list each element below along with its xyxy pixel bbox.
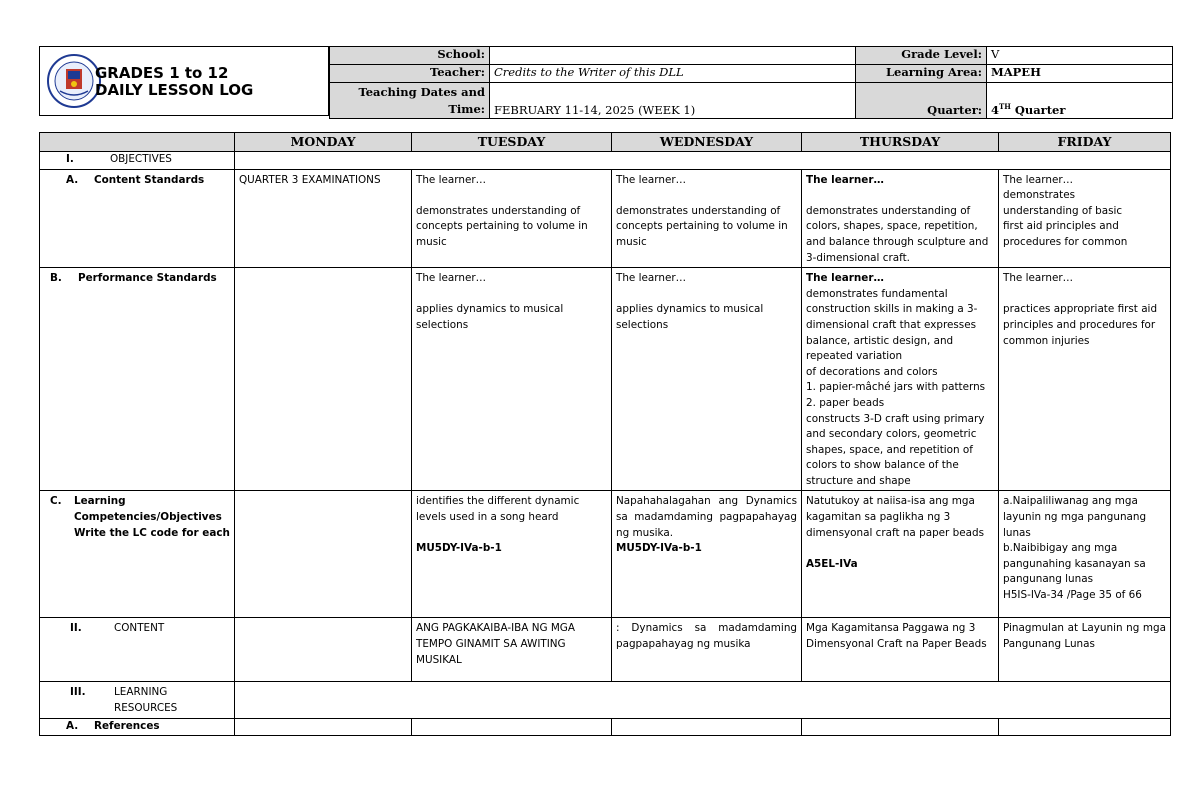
references-label bbox=[40, 718, 235, 736]
content-standards-label bbox=[40, 169, 235, 268]
quarter-suffix: TH bbox=[999, 102, 1011, 112]
days-header-blank bbox=[40, 133, 235, 152]
learning-competencies-friday bbox=[999, 491, 1171, 618]
quarter-label: Quarter: bbox=[856, 83, 987, 119]
cs-friday-line4: first aid principles and bbox=[1003, 220, 1119, 233]
content-standards-monday: QUARTER 3 EXAMINATIONS bbox=[235, 169, 412, 268]
ps-friday-line2: practices appropriate first aid principles and procedures for common injuries bbox=[1003, 303, 1158, 347]
lesson-log-table bbox=[39, 132, 1171, 736]
lr-label-line1: LEARNING bbox=[114, 686, 168, 699]
day-thursday: THURSDAY bbox=[802, 133, 999, 152]
content-number: II. bbox=[70, 622, 82, 635]
lc-wednesday-code: MU5DY-IVa-b-1 bbox=[616, 542, 702, 555]
content-standards-number: A. bbox=[66, 173, 79, 186]
content-standards-row bbox=[40, 169, 1171, 268]
content-row bbox=[40, 618, 1171, 682]
school-label: School: bbox=[330, 47, 490, 65]
learning-area-value: MAPEH bbox=[987, 65, 1173, 83]
ps-thursday-line4: 1. papier-mâché jars with patterns bbox=[806, 381, 986, 394]
lc-tuesday-code: MU5DY-IVa-b-1 bbox=[416, 542, 502, 555]
content-thursday: Mga Kagamitansa Paggawa ng 3 Dimensyonal Craft na Paper Beads bbox=[802, 618, 999, 682]
objectives-number: I. bbox=[66, 153, 74, 165]
ps-wednesday-line2: applies dynamics to musical selections bbox=[616, 303, 764, 331]
grade-level-value: V bbox=[987, 47, 1173, 65]
lc-label-line3: Write the LC code for each bbox=[74, 526, 230, 539]
content-wednesday: : Dynamics sa madamdaming pagpapahayag ng musika bbox=[612, 618, 802, 682]
ps-thursday-line5: 2. paper beads bbox=[806, 396, 885, 409]
lr-label-line2: RESOURCES bbox=[114, 702, 178, 715]
content-standards-tuesday bbox=[412, 169, 612, 268]
objectives-label bbox=[40, 152, 235, 170]
content-monday bbox=[235, 618, 412, 682]
references-friday bbox=[999, 718, 1171, 736]
lc-label-line2: Competencies/Objectives bbox=[74, 511, 222, 524]
ps-tuesday-line2: applies dynamics to musical selections bbox=[416, 303, 564, 331]
content-standards-text: Content Standards bbox=[94, 173, 205, 186]
learning-resources-row bbox=[40, 682, 1171, 718]
references-monday bbox=[235, 718, 412, 736]
references-wednesday bbox=[612, 718, 802, 736]
ps-friday-line1: The learner… bbox=[1003, 272, 1074, 285]
content-standards-wednesday bbox=[612, 169, 802, 268]
cs-thursday-line1: The learner… bbox=[806, 173, 884, 186]
objectives-text: OBJECTIVES bbox=[110, 153, 172, 165]
form-title-line2: DAILY LESSON LOG bbox=[95, 81, 254, 99]
performance-standards-tuesday bbox=[412, 268, 612, 491]
quarter-word: Quarter bbox=[1010, 103, 1066, 117]
day-monday: MONDAY bbox=[235, 133, 412, 152]
learning-competencies-tuesday bbox=[412, 491, 612, 618]
performance-standards-friday bbox=[999, 268, 1171, 491]
learning-resources-number: III. bbox=[70, 686, 86, 699]
learning-resources-label bbox=[40, 682, 235, 718]
teaching-dates-label-line2: Time: bbox=[448, 102, 485, 116]
ps-thursday-line2: demonstrates fundamental construction skills in making a 3-dimensional craft that expresses balance, artistic design, and repeated variation bbox=[806, 287, 978, 363]
objectives-content bbox=[235, 152, 1171, 170]
ps-thursday-line6: constructs 3-D craft using primary and secondary colors, geometric shapes, space, and repetition of colors to show balance of the structure and shape bbox=[806, 412, 985, 487]
learning-area-label: Learning Area: bbox=[856, 65, 987, 83]
learning-competencies-wednesday bbox=[612, 491, 802, 618]
lc-friday-line1: a.Naipaliliwanag ang mga layunin ng mga pangunang lunas bbox=[1003, 495, 1147, 539]
quarter-number: 4 bbox=[991, 103, 1000, 117]
cs-friday-line1: The learner… bbox=[1003, 173, 1074, 186]
performance-standards-thursday bbox=[802, 268, 999, 491]
form-title-line1: GRADES 1 to 12 bbox=[95, 64, 229, 82]
header-info-table bbox=[329, 46, 1173, 119]
teaching-dates-label-line1: Teaching Dates and bbox=[358, 85, 485, 99]
content-friday: Pinagmulan at Layunin ng mga Pangunang Lunas bbox=[999, 618, 1171, 682]
content-tuesday: ANG PAGKAKAIBA-IBA NG MGA TEMPO GINAMIT SA AWITING MUSIKAL bbox=[412, 618, 612, 682]
cs-wednesday-line1: The learner… bbox=[616, 173, 687, 186]
cs-tuesday-line1: The learner… bbox=[416, 173, 487, 186]
lc-label-line1: Learning bbox=[74, 495, 126, 508]
lc-tuesday-text: identifies the different dynamic levels used in a song heard bbox=[416, 495, 580, 524]
cs-friday-line3: understanding of basic bbox=[1003, 204, 1123, 217]
school-value bbox=[490, 47, 856, 65]
days-header-row bbox=[40, 133, 1171, 152]
teaching-dates-value: FEBRUARY 11-14, 2025 (WEEK 1) bbox=[490, 83, 856, 119]
ps-thursday-line3: of decorations and colors bbox=[806, 365, 938, 378]
cs-thursday-line2: demonstrates understanding of colors, shapes, space, repetition, and balance through sculpture and 3-dimensional craft. bbox=[806, 204, 989, 264]
references-row bbox=[40, 718, 1171, 736]
performance-standards-monday bbox=[235, 268, 412, 491]
learning-competencies-monday bbox=[235, 491, 412, 618]
lc-friday-line3: H5IS-IVa-34 /Page 35 of 66 bbox=[1003, 589, 1142, 602]
grade-level-label: Grade Level: bbox=[856, 47, 987, 65]
teacher-value: Credits to the Writer of this DLL bbox=[490, 65, 856, 83]
learning-competencies-label bbox=[40, 491, 235, 618]
performance-standards-row bbox=[40, 268, 1171, 491]
content-text: CONTENT bbox=[114, 622, 165, 635]
learning-resources-content bbox=[235, 682, 1171, 718]
learning-competencies-thursday bbox=[802, 491, 999, 618]
header-title-box bbox=[39, 46, 329, 116]
content-standards-friday bbox=[999, 169, 1171, 268]
performance-standards-number: B. bbox=[50, 272, 62, 285]
cs-tuesday-line2: demonstrates understanding of concepts pertaining to volume in music bbox=[416, 204, 588, 248]
ps-wednesday-line1: The learner… bbox=[616, 272, 687, 285]
lc-wednesday-text: Napahahalagahan ang Dynamics sa madamdaming pagpapahayag ng musika. bbox=[616, 495, 797, 539]
ps-thursday-line1: The learner… bbox=[806, 272, 884, 285]
deped-seal-icon bbox=[46, 53, 102, 109]
cs-friday-line5: procedures for common bbox=[1003, 235, 1128, 248]
performance-standards-wednesday bbox=[612, 268, 802, 491]
cs-wednesday-line2: demonstrates understanding of concepts pertaining to volume in music bbox=[616, 204, 788, 248]
references-text: References bbox=[94, 719, 160, 732]
content-label bbox=[40, 618, 235, 682]
ps-tuesday-line1: The learner… bbox=[416, 272, 487, 285]
objectives-row bbox=[40, 152, 1171, 170]
content-standards-thursday bbox=[802, 169, 999, 268]
lc-friday-line2: b.Naibibigay ang mga pangunahing kasanayan sa pangunang lunas bbox=[1003, 542, 1146, 586]
references-number: A. bbox=[66, 719, 79, 732]
references-tuesday bbox=[412, 718, 612, 736]
references-thursday bbox=[802, 718, 999, 736]
lc-thursday-text: Natutukoy at naiisa-isa ang mga kagamitan sa paglikha ng 3 dimensyonal craft na paper beads bbox=[806, 495, 984, 539]
performance-standards-label bbox=[40, 268, 235, 491]
learning-competencies-row bbox=[40, 491, 1171, 618]
day-friday: FRIDAY bbox=[999, 133, 1171, 152]
day-tuesday: TUESDAY bbox=[412, 133, 612, 152]
cs-friday-line2: demonstrates bbox=[1003, 189, 1076, 202]
teaching-dates-label bbox=[330, 83, 490, 119]
day-wednesday: WEDNESDAY bbox=[612, 133, 802, 152]
learning-competencies-number: C. bbox=[50, 495, 62, 508]
quarter-value bbox=[987, 83, 1173, 119]
lc-thursday-code: A5EL-IVa bbox=[806, 557, 858, 570]
performance-standards-text: Performance Standards bbox=[78, 272, 217, 285]
teacher-label: Teacher: bbox=[330, 65, 490, 83]
